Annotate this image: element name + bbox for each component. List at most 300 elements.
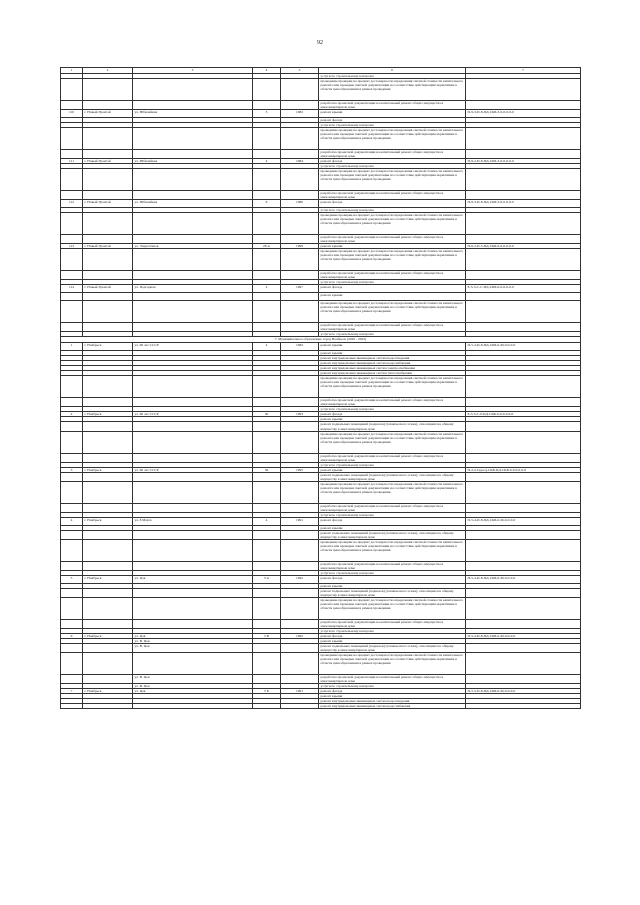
- street-cell: [133, 376, 253, 398]
- column-number: 2: [83, 68, 133, 74]
- table-row: [61, 431, 581, 453]
- street-cell: [133, 481, 253, 503]
- row-number-cell: [61, 597, 83, 619]
- row-number-cell: [61, 643, 83, 652]
- build-year-cell: 1984: [281, 159, 319, 164]
- locality-cell: [83, 301, 133, 323]
- work-type-cell: услуги по строительному контролю: [319, 628, 466, 633]
- build-year-cell: 1993: [281, 412, 319, 417]
- row-number-cell: 1: [61, 343, 83, 351]
- table-row: [61, 517, 581, 525]
- locality-cell: г. Новый Уренгой: [83, 200, 133, 208]
- table-row: [61, 285, 581, 293]
- locality-cell: г. Ноябрьск: [83, 412, 133, 417]
- house-code-cell: [466, 169, 581, 191]
- build-year-cell: [281, 191, 319, 200]
- work-type-cell: проведение проверки на предмет достоверности определения сметной стоимости капитального ремонта или проверки сметной документации на соответствие действующим нормативам в области ценообразования в рамках проведения: [319, 431, 466, 453]
- work-type-cell: услуги по строительному контролю: [319, 74, 466, 79]
- table-row: [61, 633, 581, 638]
- table-row: [61, 643, 581, 652]
- locality-cell: [83, 128, 133, 150]
- house-code-cell: П-2-2-С(нео)-СКБ-ПД-СКБ-0-0-0-0-0-0: [466, 467, 581, 472]
- street-cell: [133, 101, 253, 110]
- work-type-cell: услуги по строительному контролю: [319, 683, 466, 688]
- house-code-cell: [466, 472, 581, 481]
- table-row: [61, 481, 581, 503]
- house-number-cell: [253, 301, 281, 323]
- street-cell: ул. Энергетиков: [133, 244, 253, 249]
- build-year-cell: 1997: [281, 285, 319, 293]
- street-cell: ул. В. Цоя: [133, 674, 253, 683]
- street-cell: [133, 213, 253, 235]
- locality-cell: г. Новый Уренгой: [83, 244, 133, 249]
- house-code-cell: [466, 398, 581, 407]
- row-number-cell: 114: [61, 285, 83, 293]
- house-code-cell: [466, 301, 581, 323]
- house-number-cell: [253, 150, 281, 159]
- street-cell: [133, 561, 253, 570]
- street-cell: [133, 169, 253, 191]
- locality-cell: [83, 619, 133, 628]
- street-cell: [133, 301, 253, 323]
- house-code-cell: П-5-4-П-8-ПД-СКБ-0-М-0-0-0-0: [466, 575, 581, 583]
- work-type-cell: ремонт подвальных помещений (подвалов) (технического этажа), относящихся к общему имуществу в многоквартирном доме: [319, 422, 466, 431]
- build-year-cell: 1986: [281, 200, 319, 208]
- house-number-cell: 4: [253, 343, 281, 351]
- street-cell: ул. В. Цоя: [133, 683, 253, 688]
- work-type-cell: ремонт крыши: [319, 525, 466, 530]
- build-year-cell: [281, 619, 319, 628]
- work-type-cell: ремонт фасада: [319, 412, 466, 417]
- row-number-cell: 110: [61, 110, 83, 118]
- row-number-cell: 113: [61, 244, 83, 249]
- street-cell: ул. В. Цоя: [133, 643, 253, 652]
- work-type-cell: ремонт подвальных помещений (подвалов) (технического этажа), относящихся к общему имуществу в многоквартирном доме: [319, 472, 466, 481]
- work-type-cell: ремонт фасада: [319, 200, 466, 208]
- street-cell: [133, 191, 253, 200]
- build-year-cell: 1992: [281, 633, 319, 638]
- street-cell: ул. 60 лет СССР: [133, 343, 253, 351]
- locality-cell: [83, 453, 133, 462]
- work-type-cell: ремонт внутридомовых инженерных систем теплоснабжения: [319, 371, 466, 376]
- locality-cell: [83, 472, 133, 481]
- work-type-cell: ремонт фасада: [319, 633, 466, 638]
- work-type-cell: проведение проверки на предмет достоверности определения сметной стоимости капитального ремонта или проверки сметной документации на соответствие действующим нормативам в области ценообразования в рамках проведения: [319, 213, 466, 235]
- work-type-cell: ремонт внутридомовых инженерных систем водоотведения: [319, 698, 466, 703]
- street-cell: ул. Цоя: [133, 633, 253, 638]
- work-type-cell: ремонт крыши: [319, 467, 466, 472]
- locality-cell: [83, 376, 133, 398]
- locality-cell: [83, 643, 133, 652]
- build-year-cell: 1995: [281, 467, 319, 472]
- table-row: [61, 398, 581, 407]
- work-type-cell: услуги по строительному контролю: [319, 512, 466, 517]
- locality-cell: [83, 530, 133, 539]
- column-number: 6: [319, 68, 466, 74]
- locality-cell: г. Новый Уренгой: [83, 159, 133, 164]
- work-type-cell: ремонт подвальных помещений (подвалов) (технического этажа), относящихся к общему имуществу в многоквартирном доме: [319, 588, 466, 597]
- house-code-cell: [466, 597, 581, 619]
- work-type-cell: разработка проектной документации на капитальный ремонт общего имущества в многоквартирном доме: [319, 323, 466, 332]
- house-code-cell: [466, 128, 581, 150]
- house-number-cell: 56: [253, 467, 281, 472]
- row-number-cell: [61, 674, 83, 683]
- row-number-cell: [61, 323, 83, 332]
- street-cell: [133, 150, 253, 159]
- house-number-cell: [253, 376, 281, 398]
- locality-cell: [83, 101, 133, 110]
- build-year-cell: [281, 128, 319, 150]
- house-code-cell: П-9-3-П-8-ПД-СКБ-3-0-0-0-0-0: [466, 110, 581, 118]
- table-row: [61, 674, 581, 683]
- house-code-cell: [466, 619, 581, 628]
- row-number-cell: [61, 431, 83, 453]
- work-type-cell: разработка проектной документации на капитальный ремонт общего имущества в многоквартирном доме: [319, 398, 466, 407]
- work-type-cell: проведение проверки на предмет достоверности определения сметной стоимости капитального ремонта или проверки сметной документации на соответствие действующим нормативам в области ценообразования в рамках проведения: [319, 481, 466, 503]
- street-cell: ул. Юбилейная: [133, 110, 253, 118]
- locality-cell: [83, 79, 133, 101]
- locality-cell: г. Новый Уренгой: [83, 285, 133, 293]
- house-number-cell: 28 А: [253, 244, 281, 249]
- work-type-cell: ремонт фасада: [319, 517, 466, 525]
- street-cell: ул. Подгорная: [133, 285, 253, 293]
- row-number-cell: 7: [61, 688, 83, 693]
- house-code-cell: [466, 79, 581, 101]
- table-row: [61, 150, 581, 159]
- build-year-cell: [281, 376, 319, 398]
- house-number-cell: [253, 128, 281, 150]
- street-cell: [133, 503, 253, 512]
- house-code-cell: Е-3-3-С-С-ПД-СКБ-0-0-0-0-0-0: [466, 285, 581, 293]
- work-type-cell: услуги по строительному контролю: [319, 462, 466, 467]
- locality-cell: [83, 213, 133, 235]
- table-row: [61, 169, 581, 191]
- table-row: [61, 79, 581, 101]
- work-type-cell: ремонт крыши: [319, 110, 466, 118]
- locality-cell: [83, 652, 133, 674]
- locality-cell: г. Ноябрьск: [83, 517, 133, 525]
- work-type-cell: проведение проверки на предмет достоверности определения сметной стоимости капитального ремонта или проверки сметной документации на соответствие действующим нормативам в области ценообразования в рамках проведения: [319, 169, 466, 191]
- work-type-cell: разработка проектной документации на капитальный ремонт общего имущества в многоквартирном доме: [319, 101, 466, 110]
- house-code-cell: [466, 101, 581, 110]
- build-year-cell: [281, 431, 319, 453]
- house-code-cell: [466, 453, 581, 462]
- work-type-cell: проведение проверки на предмет достоверности определения сметной стоимости капитального ремонта или проверки сметной документации на соответствие действующим нормативам в области ценообразования в рамках проведения: [319, 301, 466, 323]
- locality-cell: [83, 588, 133, 597]
- house-number-cell: 50: [253, 412, 281, 417]
- section-title: 7. Муниципальное образование город Ноябрьск (2020 - 2022): [61, 337, 581, 343]
- build-year-cell: [281, 704, 319, 709]
- row-number-cell: [61, 530, 83, 539]
- house-number-cell: [253, 79, 281, 101]
- house-code-cell: [466, 191, 581, 200]
- work-type-cell: ремонт фасада: [319, 688, 466, 693]
- work-type-cell: ремонт фасада: [319, 118, 466, 123]
- house-code-cell: [466, 150, 581, 159]
- street-cell: [133, 652, 253, 674]
- table-row: [61, 704, 581, 709]
- table-row: [61, 213, 581, 235]
- row-number-cell: [61, 101, 83, 110]
- locality-cell: г. Ноябрьск: [83, 688, 133, 693]
- row-number-cell: [61, 150, 83, 159]
- table-row: [61, 530, 581, 539]
- locality-cell: [83, 481, 133, 503]
- work-type-cell: проведение проверки на предмет достоверности определения сметной стоимости капитального ремонта или проверки сметной документации на соответствие действующим нормативам в области ценообразования в рамках проведения: [319, 128, 466, 150]
- work-type-cell: ремонт внутридомовых инженерных систем водоотведения: [319, 356, 466, 361]
- work-type-cell: проведение проверки на предмет достоверности определения сметной стоимости капитального ремонта или проверки сметной документации на соответствие действующим нормативам в области ценообразования в рамках проведения: [319, 652, 466, 674]
- build-year-cell: [281, 422, 319, 431]
- locality-cell: [83, 422, 133, 431]
- table-row: [61, 561, 581, 570]
- build-year-cell: [281, 674, 319, 683]
- house-code-cell: П-5-4-П-8-ПД-СКБ-0-М-0-0-0-0: [466, 633, 581, 638]
- row-number-cell: 2: [61, 412, 83, 417]
- row-number-cell: 111: [61, 159, 83, 164]
- locality-cell: [83, 235, 133, 244]
- locality-cell: [83, 503, 133, 512]
- column-number: 7: [466, 68, 581, 74]
- row-number-cell: [61, 453, 83, 462]
- table-row: [61, 323, 581, 332]
- house-number-cell: [253, 431, 281, 453]
- street-cell: [133, 539, 253, 561]
- street-cell: [133, 235, 253, 244]
- capital-repair-register-table: [60, 67, 581, 709]
- street-cell: [133, 704, 253, 709]
- locality-cell: [83, 704, 133, 709]
- build-year-cell: [281, 588, 319, 597]
- table-row: [61, 619, 581, 628]
- work-type-cell: услуги по строительному контролю: [319, 407, 466, 412]
- column-number: 4: [253, 68, 281, 74]
- locality-cell: [83, 674, 133, 683]
- house-number-cell: [253, 398, 281, 407]
- table-row: [61, 244, 581, 249]
- house-code-cell: П-9-3-П-8-ПД-СКБ-3-0-0-0-0-0: [466, 200, 581, 208]
- row-number-cell: [61, 704, 83, 709]
- work-type-cell: ремонт подвальных помещений (подвалов) (технического этажа), относящихся к общему имуществу в многоквартирном доме: [319, 530, 466, 539]
- house-code-cell: П-5-4-П-8-ПД-СКБ-0-М-0-0-0-0: [466, 343, 581, 351]
- build-year-cell: [281, 530, 319, 539]
- locality-cell: г. Новый Уренгой: [83, 110, 133, 118]
- row-number-cell: [61, 376, 83, 398]
- house-code-cell: [466, 376, 581, 398]
- house-code-cell: [466, 271, 581, 280]
- row-number-cell: 5: [61, 575, 83, 583]
- work-type-cell: проведение проверки на предмет достоверности определения сметной стоимости капитального ремонта или проверки сметной документации на соответствие действующим нормативам в области ценообразования в рамках проведения: [319, 376, 466, 398]
- build-year-cell: [281, 643, 319, 652]
- row-number-cell: [61, 235, 83, 244]
- row-number-cell: [61, 79, 83, 101]
- table-row: [61, 453, 581, 462]
- locality-cell: [83, 561, 133, 570]
- work-type-cell: разработка проектной документации на капитальный ремонт общего имущества в многоквартирном доме: [319, 619, 466, 628]
- row-number-cell: 3: [61, 467, 83, 472]
- build-year-cell: [281, 150, 319, 159]
- table-row: [61, 588, 581, 597]
- table-row: [61, 575, 581, 583]
- street-cell: [133, 619, 253, 628]
- build-year-cell: [281, 323, 319, 332]
- house-number-cell: [253, 539, 281, 561]
- build-year-cell: [281, 213, 319, 235]
- work-type-cell: услуги по строительному контролю: [319, 570, 466, 575]
- street-cell: ул. Цоя: [133, 575, 253, 583]
- work-type-cell: ремонт фасада: [319, 159, 466, 164]
- locality-cell: [83, 597, 133, 619]
- locality-cell: г. Ноябрьск: [83, 343, 133, 351]
- street-cell: [133, 588, 253, 597]
- street-cell: ул. Цоя: [133, 688, 253, 693]
- house-number-cell: 3 А: [253, 575, 281, 583]
- row-number-cell: [61, 588, 83, 597]
- row-number-cell: 6: [61, 633, 83, 638]
- column-number: 5: [281, 68, 319, 74]
- row-number-cell: [61, 271, 83, 280]
- house-number-cell: [253, 213, 281, 235]
- street-cell: [133, 79, 253, 101]
- house-code-cell: [466, 643, 581, 652]
- work-type-cell: услуги по строительному контролю: [319, 208, 466, 213]
- house-number-cell: [253, 704, 281, 709]
- work-type-cell: ремонт подвальных помещений (подвалов) (технического этажа), относящихся к общему имуществу в многоквартирном доме: [319, 643, 466, 652]
- row-number-cell: [61, 169, 83, 191]
- street-cell: [133, 128, 253, 150]
- table-row: [61, 110, 581, 118]
- table-row: [61, 688, 581, 693]
- house-number-cell: [253, 652, 281, 674]
- house-number-cell: [253, 249, 281, 271]
- build-year-cell: [281, 271, 319, 280]
- locality-cell: [83, 293, 133, 301]
- row-number-cell: [61, 503, 83, 512]
- locality-cell: [83, 169, 133, 191]
- house-number-cell: [253, 674, 281, 683]
- build-year-cell: 1992: [281, 575, 319, 583]
- locality-cell: [83, 398, 133, 407]
- table-row: [61, 472, 581, 481]
- locality-cell: [83, 150, 133, 159]
- locality-cell: [83, 191, 133, 200]
- build-year-cell: [281, 79, 319, 101]
- table-row: [61, 503, 581, 512]
- row-number-cell: 112: [61, 200, 83, 208]
- house-code-cell: [466, 249, 581, 271]
- build-year-cell: [281, 561, 319, 570]
- table-row: [61, 301, 581, 323]
- street-cell: ул. Юбилейная: [133, 159, 253, 164]
- build-year-cell: [281, 169, 319, 191]
- row-number-cell: 4: [61, 517, 83, 525]
- house-code-cell: [466, 481, 581, 503]
- work-type-cell: проведение проверки на предмет достоверности определения сметной стоимости капитального ремонта или проверки сметной документации на соответствие действующим нормативам в области ценообразования в рамках проведения: [319, 249, 466, 271]
- street-cell: [133, 271, 253, 280]
- locality-cell: [83, 323, 133, 332]
- row-number-cell: [61, 213, 83, 235]
- row-number-cell: [61, 191, 83, 200]
- house-code-cell: [466, 235, 581, 244]
- locality-cell: [83, 431, 133, 453]
- work-type-cell: ремонт крыши: [319, 638, 466, 643]
- work-type-cell: ремонт крыши: [319, 343, 466, 351]
- work-type-cell: услуги по строительному контролю: [319, 164, 466, 169]
- row-number-cell: [61, 619, 83, 628]
- row-number-cell: [61, 293, 83, 301]
- street-cell: [133, 422, 253, 431]
- row-number-cell: [61, 539, 83, 561]
- table-row: [61, 249, 581, 271]
- house-number-cell: [253, 643, 281, 652]
- house-code-cell: [466, 561, 581, 570]
- work-type-cell: разработка проектной документации на капитальный ремонт общего имущества в многоквартирном доме: [319, 150, 466, 159]
- table-row: [61, 271, 581, 280]
- house-number-cell: 5 Б: [253, 688, 281, 693]
- street-cell: [133, 597, 253, 619]
- work-type-cell: ремонт фасада: [319, 285, 466, 293]
- work-type-cell: ремонт внутридомовых инженерных систем водоснабжения: [319, 361, 466, 366]
- build-year-cell: [281, 597, 319, 619]
- work-type-cell: ремонт крыши: [319, 417, 466, 422]
- house-number-cell: [253, 619, 281, 628]
- build-year-cell: [281, 453, 319, 462]
- row-number-cell: [61, 422, 83, 431]
- build-year-cell: [281, 652, 319, 674]
- build-year-cell: [281, 293, 319, 301]
- house-code-cell: Е-3-3-С-0-ПД-СКБ-0-0-0-0-0-0: [466, 412, 581, 417]
- table-row: [61, 376, 581, 398]
- table-row: [61, 191, 581, 200]
- build-year-cell: [281, 472, 319, 481]
- house-code-cell: [466, 652, 581, 674]
- row-number-cell: [61, 398, 83, 407]
- build-year-cell: [281, 101, 319, 110]
- house-code-cell: П-6-2-П-5-ПД-СКБ-6-0-0-0-0-0: [466, 244, 581, 249]
- house-code-cell: [466, 503, 581, 512]
- locality-cell: г. Ноябрьск: [83, 633, 133, 638]
- row-number-cell: [61, 301, 83, 323]
- work-type-cell: разработка проектной документации на капитальный ремонт общего имущества в многоквартирном доме: [319, 503, 466, 512]
- house-code-cell: [466, 323, 581, 332]
- house-number-cell: 2: [253, 285, 281, 293]
- street-cell: ул. 8 Марта: [133, 517, 253, 525]
- house-number-cell: [253, 588, 281, 597]
- build-year-cell: 1982: [281, 343, 319, 351]
- street-cell: [133, 431, 253, 453]
- street-cell: ул. В. Цоя: [133, 638, 253, 643]
- build-year-cell: [281, 301, 319, 323]
- work-type-cell: разработка проектной документации на капитальный ремонт общего имущества в многоквартирном доме: [319, 271, 466, 280]
- house-number-cell: [253, 530, 281, 539]
- house-number-cell: 6: [253, 200, 281, 208]
- house-code-cell: [466, 539, 581, 561]
- work-type-cell: ремонт фасада: [319, 575, 466, 583]
- house-code-cell: П-9-2-П-8-ПД-СКБ-3-0-0-0-0-0: [466, 159, 581, 164]
- build-year-cell: 1991: [281, 517, 319, 525]
- row-number-cell: [61, 472, 83, 481]
- work-type-cell: разработка проектной документации на капитальный ремонт общего имущества в многоквартирном доме: [319, 561, 466, 570]
- work-type-cell: проведение проверки на предмет достоверности определения сметной стоимости капитального ремонта или проверки сметной документации на соответствие действующим нормативам в области ценообразования в рамках проведения: [319, 597, 466, 619]
- table-row: [61, 652, 581, 674]
- work-type-cell: разработка проектной документации на капитальный ремонт общего имущества в многоквартирном доме: [319, 453, 466, 462]
- house-code-cell: [466, 674, 581, 683]
- work-type-cell: ремонт внутридомовых инженерных систем водоснабжения: [319, 704, 466, 709]
- build-year-cell: 1982: [281, 110, 319, 118]
- table-row: [61, 200, 581, 208]
- build-year-cell: [281, 481, 319, 503]
- house-number-cell: [253, 422, 281, 431]
- work-type-cell: ремонт крыши: [319, 693, 466, 698]
